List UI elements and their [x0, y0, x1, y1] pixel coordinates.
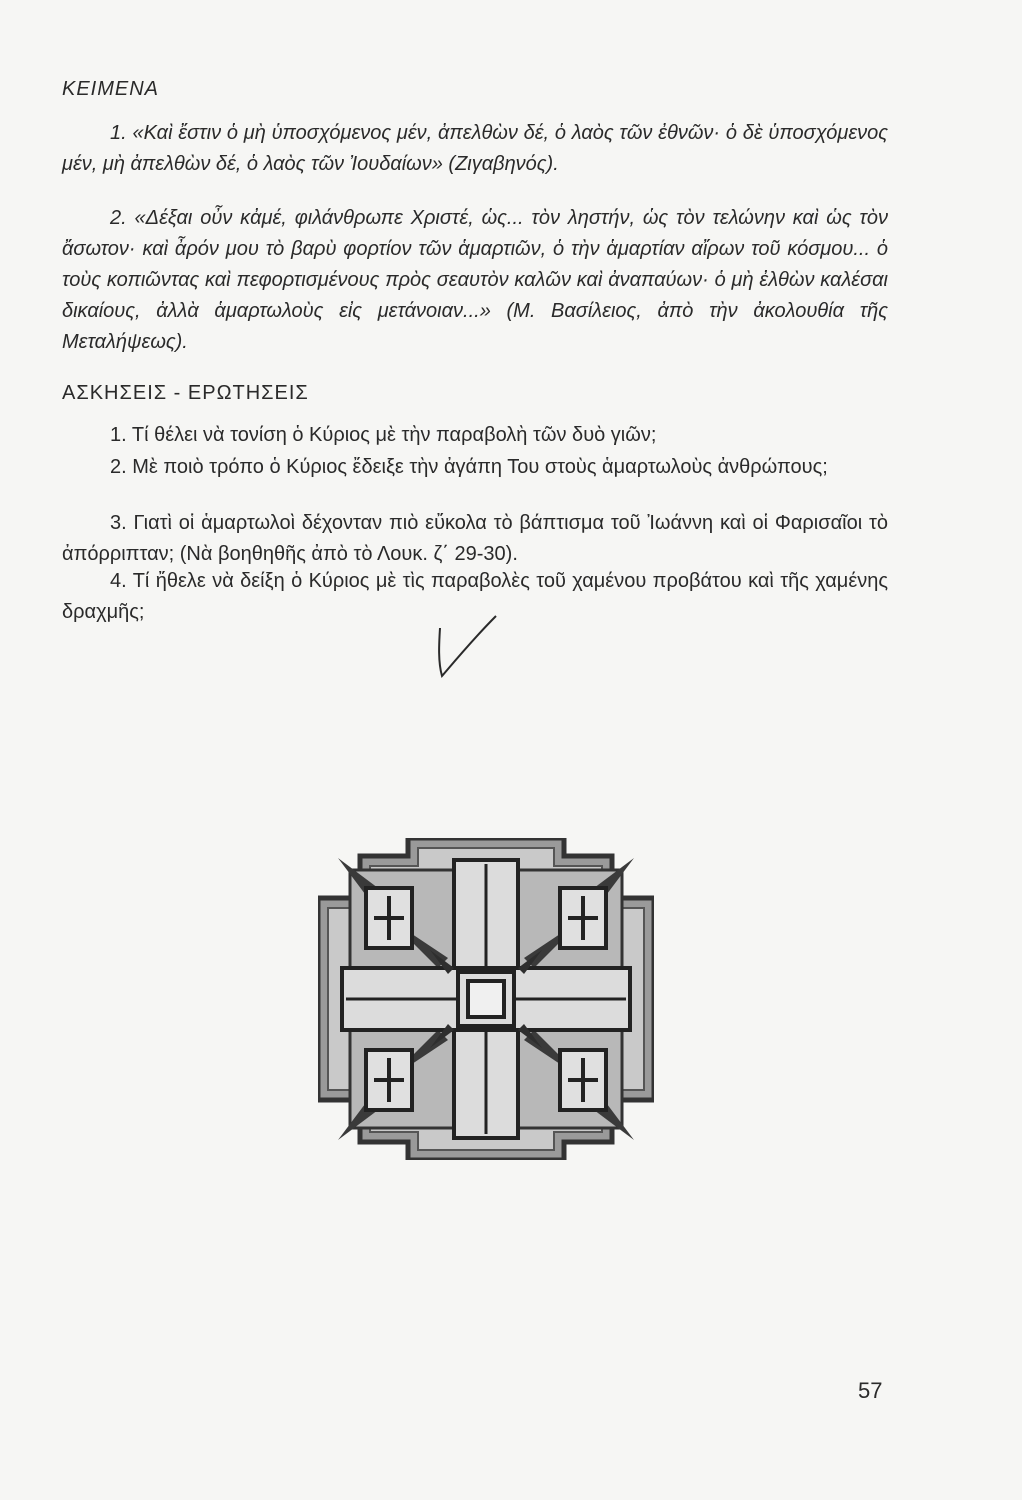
handwritten-check-mark-icon: [430, 614, 500, 682]
text-passage-2: 2. «Δέξαι οὖν κἀμέ, φιλάνθρωπε Χριστέ, ὡς... τὸν ληστήν, ὡς τὸν τελώνην καὶ ὡς τὸν ἄσωτον· καὶ ἆρόν μου τὸ βαρὺ φορτίον τῶν ἁμαρτιῶν, ὁ τὴν ἁμαρτίαν αἴρων τοῦ κόσμου... ὁ τοὺς κοπιῶντας καὶ πεφορτισμένους πρὸς σεαυτὸν καλῶν καὶ ἀναπαύων· ὁ μὴ ἐλθὼν καλέσαι δικαίους, ἀλλὰ ἁμαρτωλοὺς εἰς μετάνοιαν...» (Μ. Βασίλειος, ἀπὸ τὴν ἀκολουθία τῆς Μεταλήψεως).: [62, 207, 888, 353]
question-2: 2. Μὲ ποιὸ τρόπο ὁ Κύριος ἔδειξε τὴν ἀγάπη Του στοὺς ἁμαρτωλοὺς ἀνθρώπους;: [110, 456, 828, 478]
question-3: 3. Γιατὶ οἱ ἁμαρτωλοὶ δέχονταν πιὸ εὔκολα τὸ βάπτισμα τοῦ Ἰωάννη καὶ οἱ Φαρισαῖοι τὸ ἀπόρριπταν; (Νὰ βοηθηθῆς ἀπὸ τὸ Λουκ. ζ΄ 29-30).: [62, 512, 888, 565]
question-4: 4. Τί ἤθελε νὰ δείξη ὁ Κύριος μὲ τὶς παραβολὲς τοῦ χαμένου προβάτου καὶ τῆς χαμένης δραχμῆς;: [62, 570, 888, 623]
exercises-heading: ΑΣΚΗΣΕΙΣ - ΕΡΩΤΗΣΕΙΣ: [62, 382, 309, 404]
byzantine-cross-ornament-icon: [318, 838, 654, 1160]
texts-heading: ΚΕΙΜΕΝΑ: [62, 78, 160, 100]
text-passage-1: 1. «Καὶ ἔστιν ὁ μὴ ὑποσχόμενος μέν, ἀπελθὼν δέ, ὁ λαὸς τῶν ἐθνῶν· ὁ δὲ ὑποσχόμενος μέν, μὴ ἀπελθὼν δέ, ὁ λαὸς τῶν Ἰουδαίων» (Ζιγαβηνός).: [62, 122, 888, 175]
question-1: 1. Τί θέλει νὰ τονίση ὁ Κύριος μὲ τὴν παραβολὴ τῶν δυὸ γιῶν;: [110, 424, 657, 446]
page-number: 57: [858, 1378, 883, 1403]
